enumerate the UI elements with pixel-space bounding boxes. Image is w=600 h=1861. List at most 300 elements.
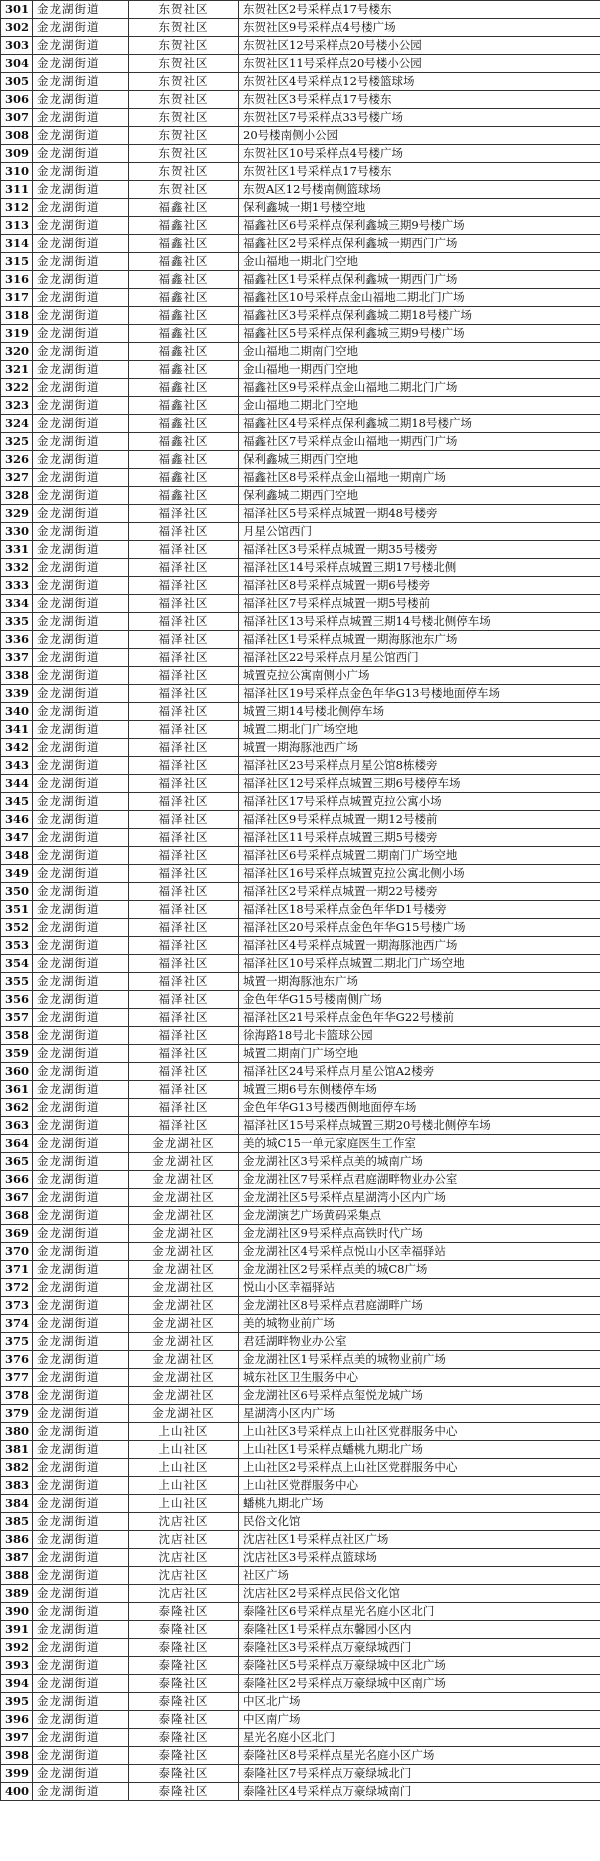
site-cell: 沈店社区1号采样点社区广场 [239,1531,600,1549]
street-cell: 金龙湖街道 [33,397,129,415]
row-number: 372 [1,1279,33,1297]
site-cell: 东贺社区12号采样点20号楼小公园 [239,37,600,55]
row-number: 381 [1,1441,33,1459]
table-row [1,1315,600,1333]
street-cell: 金龙湖街道 [33,595,129,613]
table-row [1,289,600,307]
table-row [1,1081,600,1099]
site-cell: 社区广场 [239,1567,600,1585]
row-number: 360 [1,1063,33,1081]
site-cell: 金龙湖演艺广场黄码采集点 [239,1207,600,1225]
site-cell: 福鑫社区5号采样点保利鑫城三期9号楼广场 [239,325,600,343]
street-cell: 金龙湖街道 [33,1279,129,1297]
table-row [1,757,600,775]
row-number: 384 [1,1495,33,1513]
table-row [1,1495,600,1513]
table-row [1,361,600,379]
site-cell: 福泽社区24号采样点月星公馆A2楼旁 [239,1063,600,1081]
site-cell: 美的城C15一单元家庭医生工作室 [239,1135,600,1153]
row-number: 347 [1,829,33,847]
row-number: 306 [1,91,33,109]
street-cell: 金龙湖街道 [33,541,129,559]
table-row [1,1063,600,1081]
site-cell: 金龙湖社区4号采样点悦山小区幸福驿站 [239,1243,600,1261]
community-cell: 福鑫社区 [129,235,239,253]
site-cell: 福鑫社区10号采样点金山福地二期北门广场 [239,289,600,307]
community-cell: 金龙湖社区 [129,1207,239,1225]
row-number: 342 [1,739,33,757]
community-cell: 福鑫社区 [129,271,239,289]
community-cell: 金龙湖社区 [129,1405,239,1423]
row-number: 393 [1,1657,33,1675]
site-cell: 金龙湖社区3号采样点美的城南广场 [239,1153,600,1171]
table-row [1,667,600,685]
site-cell: 泰隆社区7号采样点万豪绿城北门 [239,1765,600,1783]
site-cell: 城置克拉公寓南侧小广场 [239,667,600,685]
row-number: 318 [1,307,33,325]
row-number: 329 [1,505,33,523]
street-cell: 金龙湖街道 [33,685,129,703]
row-number: 357 [1,1009,33,1027]
community-cell: 沈店社区 [129,1531,239,1549]
street-cell: 金龙湖街道 [33,613,129,631]
site-cell: 福泽社区15号采样点城置三期20号楼北侧停车场 [239,1117,600,1135]
site-cell: 徐海路18号北卡篮球公园 [239,1027,600,1045]
table-row [1,1027,600,1045]
street-cell: 金龙湖街道 [33,1513,129,1531]
site-cell: 上山社区3号采样点上山社区党群服务中心 [239,1423,600,1441]
site-cell: 东贺社区1号采样点17号楼东 [239,163,600,181]
table-row [1,163,600,181]
site-cell: 东贺社区10号采样点4号楼广场 [239,145,600,163]
community-cell: 福泽社区 [129,955,239,973]
row-number: 383 [1,1477,33,1495]
street-cell: 金龙湖街道 [33,847,129,865]
row-number: 317 [1,289,33,307]
site-cell: 上山社区1号采样点蟠桃九期北广场 [239,1441,600,1459]
site-cell: 城置三期6号东侧楼停车场 [239,1081,600,1099]
community-cell: 泰隆社区 [129,1657,239,1675]
site-cell: 福泽社区8号采样点城置一期6号楼旁 [239,577,600,595]
site-cell: 福泽社区17号采样点城置克拉公寓小场 [239,793,600,811]
table-row [1,1279,600,1297]
site-cell: 福泽社区9号采样点城置一期12号楼前 [239,811,600,829]
street-cell: 金龙湖街道 [33,1567,129,1585]
site-cell: 福鑫社区2号采样点保利鑫城一期西门广场 [239,235,600,253]
row-number: 315 [1,253,33,271]
site-cell: 沈店社区2号采样点民俗文化馆 [239,1585,600,1603]
community-cell: 泰隆社区 [129,1621,239,1639]
community-cell: 福泽社区 [129,703,239,721]
site-cell: 福泽社区1号采样点城置一期海豚池东广场 [239,631,600,649]
row-number: 303 [1,37,33,55]
table-row [1,1351,600,1369]
row-number: 324 [1,415,33,433]
row-number: 321 [1,361,33,379]
row-number: 355 [1,973,33,991]
community-cell: 沈店社区 [129,1567,239,1585]
community-cell: 上山社区 [129,1459,239,1477]
row-number: 359 [1,1045,33,1063]
community-cell: 金龙湖社区 [129,1261,239,1279]
community-cell: 金龙湖社区 [129,1387,239,1405]
street-cell: 金龙湖街道 [33,235,129,253]
site-cell: 保利鑫城二期西门空地 [239,487,600,505]
site-cell: 泰隆社区1号采样点东馨园小区内 [239,1621,600,1639]
table-row [1,1261,600,1279]
site-cell: 美的城物业前广场 [239,1315,600,1333]
table-row [1,379,600,397]
site-cell: 福泽社区14号采样点城置三期17号楼北侧 [239,559,600,577]
street-cell: 金龙湖街道 [33,901,129,919]
table-row [1,253,600,271]
street-cell: 金龙湖街道 [33,1297,129,1315]
street-cell: 金龙湖街道 [33,505,129,523]
row-number: 310 [1,163,33,181]
street-cell: 金龙湖街道 [33,1405,129,1423]
community-cell: 金龙湖社区 [129,1135,239,1153]
table-row [1,1657,600,1675]
community-cell: 福泽社区 [129,865,239,883]
site-cell: 福泽社区13号采样点城置三期14号楼北侧停车场 [239,613,600,631]
row-number: 354 [1,955,33,973]
site-cell: 金色年华G13号楼西侧地面停车场 [239,1099,600,1117]
row-number: 332 [1,559,33,577]
site-cell: 福泽社区10号采样点城置二期北门广场空地 [239,955,600,973]
community-cell: 福鑫社区 [129,415,239,433]
table-row [1,1549,600,1567]
site-cell: 泰隆社区2号采样点万豪绿城中区南广场 [239,1675,600,1693]
row-number: 390 [1,1603,33,1621]
row-number: 378 [1,1387,33,1405]
street-cell: 金龙湖街道 [33,1351,129,1369]
site-cell: 泰隆社区3号采样点万豪绿城西门 [239,1639,600,1657]
street-cell: 金龙湖街道 [33,289,129,307]
community-cell: 福泽社区 [129,811,239,829]
site-cell: 福鑫社区3号采样点保利鑫城二期18号楼广场 [239,307,600,325]
street-cell: 金龙湖街道 [33,937,129,955]
street-cell: 金龙湖街道 [33,559,129,577]
row-number: 327 [1,469,33,487]
street-cell: 金龙湖街道 [33,1117,129,1135]
table-row [1,235,600,253]
table-row [1,37,600,55]
street-cell: 金龙湖街道 [33,361,129,379]
row-number: 396 [1,1711,33,1729]
table-row [1,109,600,127]
site-cell: 城置二期北门广场空地 [239,721,600,739]
street-cell: 金龙湖街道 [33,1171,129,1189]
community-cell: 福泽社区 [129,505,239,523]
table-row [1,1513,600,1531]
row-number: 312 [1,199,33,217]
row-number: 320 [1,343,33,361]
site-cell: 福泽社区22号采样点月星公馆西门 [239,649,600,667]
community-cell: 福泽社区 [129,613,239,631]
table-row [1,73,600,91]
table-row [1,739,600,757]
community-cell: 泰隆社区 [129,1711,239,1729]
row-number: 395 [1,1693,33,1711]
community-cell: 福泽社区 [129,1027,239,1045]
table-row [1,1297,600,1315]
street-cell: 金龙湖街道 [33,577,129,595]
table-row [1,883,600,901]
street-cell: 金龙湖街道 [33,181,129,199]
table-row [1,1243,600,1261]
community-cell: 东贺社区 [129,73,239,91]
table-row [1,541,600,559]
street-cell: 金龙湖街道 [33,811,129,829]
table-row [1,1765,600,1783]
site-cell: 东贺社区7号采样点33号楼广场 [239,109,600,127]
site-cell: 东贺社区4号采样点12号楼篮球场 [239,73,600,91]
community-cell: 福鑫社区 [129,253,239,271]
table-row [1,505,600,523]
community-cell: 东贺社区 [129,91,239,109]
row-number: 346 [1,811,33,829]
street-cell: 金龙湖街道 [33,1009,129,1027]
community-cell: 金龙湖社区 [129,1279,239,1297]
community-cell: 福泽社区 [129,973,239,991]
community-cell: 金龙湖社区 [129,1297,239,1315]
community-cell: 福泽社区 [129,793,239,811]
community-cell: 金龙湖社区 [129,1225,239,1243]
table-row [1,1387,600,1405]
row-number: 374 [1,1315,33,1333]
street-cell: 金龙湖街道 [33,1333,129,1351]
community-cell: 东贺社区 [129,145,239,163]
row-number: 356 [1,991,33,1009]
table-row [1,1099,600,1117]
community-cell: 福泽社区 [129,775,239,793]
row-number: 335 [1,613,33,631]
street-cell: 金龙湖街道 [33,163,129,181]
community-cell: 福泽社区 [129,739,239,757]
street-cell: 金龙湖街道 [33,19,129,37]
site-cell: 福泽社区11号采样点城置三期5号楼旁 [239,829,600,847]
row-number: 361 [1,1081,33,1099]
site-cell: 中区南广场 [239,1711,600,1729]
row-number: 365 [1,1153,33,1171]
site-cell: 福泽社区16号采样点城置克拉公寓北侧小场 [239,865,600,883]
site-cell: 金龙湖社区7号采样点君庭湖畔物业办公室 [239,1171,600,1189]
site-cell: 福泽社区5号采样点城置一期48号楼旁 [239,505,600,523]
row-number: 367 [1,1189,33,1207]
community-cell: 福泽社区 [129,1063,239,1081]
community-cell: 沈店社区 [129,1585,239,1603]
street-cell: 金龙湖街道 [33,109,129,127]
site-cell: 福泽社区23号采样点月星公馆8栋楼旁 [239,757,600,775]
street-cell: 金龙湖街道 [33,1387,129,1405]
site-cell: 金山福地一期西门空地 [239,361,600,379]
community-cell: 泰隆社区 [129,1747,239,1765]
street-cell: 金龙湖街道 [33,1225,129,1243]
row-number: 371 [1,1261,33,1279]
table-row [1,433,600,451]
street-cell: 金龙湖街道 [33,1549,129,1567]
site-cell: 福泽社区3号采样点城置一期35号楼旁 [239,541,600,559]
community-cell: 金龙湖社区 [129,1243,239,1261]
community-cell: 福泽社区 [129,667,239,685]
site-cell: 中区北广场 [239,1693,600,1711]
site-cell: 上山社区党群服务中心 [239,1477,600,1495]
row-number: 399 [1,1765,33,1783]
street-cell: 金龙湖街道 [33,199,129,217]
table-row [1,937,600,955]
table-row [1,217,600,235]
row-number: 391 [1,1621,33,1639]
table-row [1,973,600,991]
street-cell: 金龙湖街道 [33,1675,129,1693]
community-cell: 福泽社区 [129,649,239,667]
street-cell: 金龙湖街道 [33,1711,129,1729]
street-cell: 金龙湖街道 [33,469,129,487]
community-cell: 福泽社区 [129,1081,239,1099]
community-cell: 沈店社区 [129,1513,239,1531]
site-cell: 金龙湖社区6号采样点玺悦龙城广场 [239,1387,600,1405]
row-number: 382 [1,1459,33,1477]
site-cell: 城置一期海豚池东广场 [239,973,600,991]
row-number: 351 [1,901,33,919]
community-cell: 东贺社区 [129,127,239,145]
street-cell: 金龙湖街道 [33,1081,129,1099]
row-number: 316 [1,271,33,289]
community-cell: 福泽社区 [129,847,239,865]
table-row [1,1225,600,1243]
table-row [1,703,600,721]
site-cell: 福泽社区7号采样点城置一期5号楼前 [239,595,600,613]
site-cell: 福鑫社区8号采样点金山福地一期南广场 [239,469,600,487]
table-row [1,19,600,37]
site-cell: 星湖湾小区内广场 [239,1405,600,1423]
row-number: 380 [1,1423,33,1441]
street-cell: 金龙湖街道 [33,217,129,235]
table-row [1,1729,600,1747]
site-cell: 东贺社区9号采样点4号楼广场 [239,19,600,37]
community-cell: 福泽社区 [129,919,239,937]
street-cell: 金龙湖街道 [33,829,129,847]
row-number: 330 [1,523,33,541]
table-row [1,1477,600,1495]
community-cell: 上山社区 [129,1495,239,1513]
table-row [1,1171,600,1189]
table-row [1,955,600,973]
table-row [1,865,600,883]
community-cell: 东贺社区 [129,109,239,127]
community-cell: 福泽社区 [129,1009,239,1027]
community-cell: 福鑫社区 [129,397,239,415]
street-cell: 金龙湖街道 [33,1747,129,1765]
community-cell: 沈店社区 [129,1549,239,1567]
community-cell: 福泽社区 [129,721,239,739]
community-cell: 泰隆社区 [129,1693,239,1711]
street-cell: 金龙湖街道 [33,1423,129,1441]
row-number: 307 [1,109,33,127]
community-cell: 福泽社区 [129,541,239,559]
row-number: 343 [1,757,33,775]
street-cell: 金龙湖街道 [33,127,129,145]
street-cell: 金龙湖街道 [33,1315,129,1333]
community-cell: 福鑫社区 [129,361,239,379]
street-cell: 金龙湖街道 [33,1531,129,1549]
row-number: 369 [1,1225,33,1243]
table-row [1,1585,600,1603]
row-number: 379 [1,1405,33,1423]
site-cell: 星光名庭小区北门 [239,1729,600,1747]
site-cell: 保利鑫城一期1号楼空地 [239,199,600,217]
row-number: 350 [1,883,33,901]
street-cell: 金龙湖街道 [33,1261,129,1279]
street-cell: 金龙湖街道 [33,1207,129,1225]
community-cell: 上山社区 [129,1477,239,1495]
community-cell: 福泽社区 [129,559,239,577]
table-row [1,487,600,505]
site-cell: 东贺社区3号采样点17号楼东 [239,91,600,109]
street-cell: 金龙湖街道 [33,739,129,757]
street-cell: 金龙湖街道 [33,1063,129,1081]
street-cell: 金龙湖街道 [33,649,129,667]
site-cell: 城置一期海豚池西广场 [239,739,600,757]
community-cell: 福鑫社区 [129,217,239,235]
street-cell: 金龙湖街道 [33,1153,129,1171]
community-cell: 福鑫社区 [129,379,239,397]
table-row [1,919,600,937]
row-number: 368 [1,1207,33,1225]
site-cell: 蟠桃九期北广场 [239,1495,600,1513]
street-cell: 金龙湖街道 [33,1693,129,1711]
site-cell: 福泽社区6号采样点城置二期南门广场空地 [239,847,600,865]
table-row [1,181,600,199]
street-cell: 金龙湖街道 [33,667,129,685]
row-number: 345 [1,793,33,811]
site-cell: 福泽社区20号采样点金色年华G15号楼广场 [239,919,600,937]
row-number: 389 [1,1585,33,1603]
community-cell: 福鑫社区 [129,469,239,487]
row-number: 373 [1,1297,33,1315]
table-row [1,1369,600,1387]
row-number: 385 [1,1513,33,1531]
row-number: 394 [1,1675,33,1693]
site-cell: 福泽社区4号采样点城置一期海豚池西广场 [239,937,600,955]
table-row [1,307,600,325]
street-cell: 金龙湖街道 [33,1459,129,1477]
street-cell: 金龙湖街道 [33,1243,129,1261]
street-cell: 金龙湖街道 [33,1189,129,1207]
site-cell: 福鑫社区1号采样点保利鑫城一期西门广场 [239,271,600,289]
community-cell: 福鑫社区 [129,289,239,307]
site-cell: 保利鑫城三期西门空地 [239,451,600,469]
community-cell: 福泽社区 [129,757,239,775]
community-cell: 金龙湖社区 [129,1315,239,1333]
community-cell: 东贺社区 [129,1,239,19]
street-cell: 金龙湖街道 [33,793,129,811]
table-row [1,415,600,433]
site-cell: 东贺社区2号采样点17号楼东 [239,1,600,19]
row-number: 352 [1,919,33,937]
row-number: 388 [1,1567,33,1585]
community-cell: 福泽社区 [129,901,239,919]
street-cell: 金龙湖街道 [33,145,129,163]
community-cell: 泰隆社区 [129,1783,239,1801]
table-row [1,127,600,145]
table-row [1,91,600,109]
site-cell: 君廷湖畔物业办公室 [239,1333,600,1351]
table-row [1,1621,600,1639]
site-cell: 福鑫社区6号采样点保利鑫城三期9号楼广场 [239,217,600,235]
site-cell: 20号楼南侧小公园 [239,127,600,145]
community-cell: 东贺社区 [129,19,239,37]
